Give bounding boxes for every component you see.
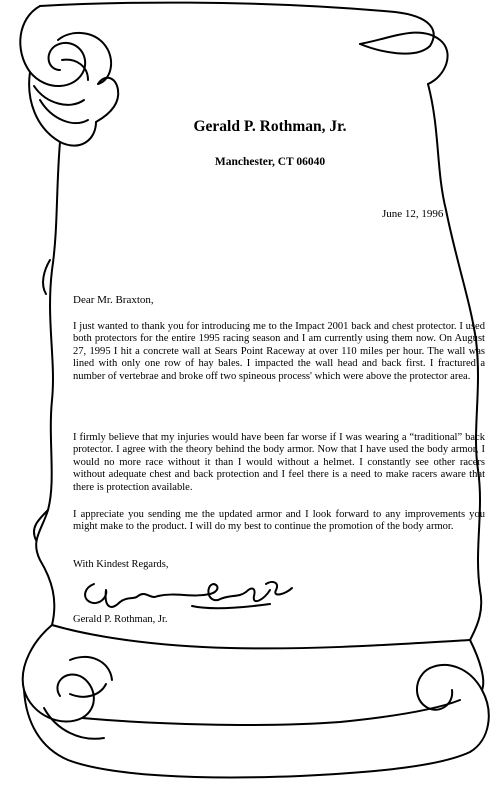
body-paragraph-3: I appreciate you sending me the updated armor and I look forward to any improvements you might make to the product. I will do my best to continue the promotion of the body armor. (73, 509, 485, 533)
body-paragraph-2: I firmly believe that my injuries would have been far worse if I was wearing a “traditional” back protector. I agree with the theory behind the body armor. Now that I have used the body armor, I would no more race without it than I would without a helmet. I constantly see other racers without adequate chest and back protection and I feel there is a need to make racers aware that there is protection available. (73, 432, 485, 493)
letterhead-name: Gerald P. Rothman, Jr. (193, 118, 347, 135)
body-paragraph-1: I just wanted to thank you for introducing me to the Impact 2001 back and chest protector. I used both protectors for the entire 1995 racing season and I am currently using them now. On August 27, 1995 I hit a concrete wall at Sears Point Raceway at over 110 miles per hour. The wall was lined with only one row of hay bales. I impacted the wall head and back first. I fractured a number of vertebrae and broke off two spineous process' which were above the protector area. (73, 321, 485, 382)
closing: With Kindest Regards, (73, 559, 169, 570)
letterhead-city: Manchester, CT 06040 (214, 156, 326, 168)
letter-date: June 12, 1996 (382, 208, 444, 220)
handwritten-signature (80, 576, 300, 616)
salutation: Dear Mr. Braxton, (73, 294, 154, 306)
signature-name: Gerald P. Rothman, Jr. (73, 614, 168, 625)
